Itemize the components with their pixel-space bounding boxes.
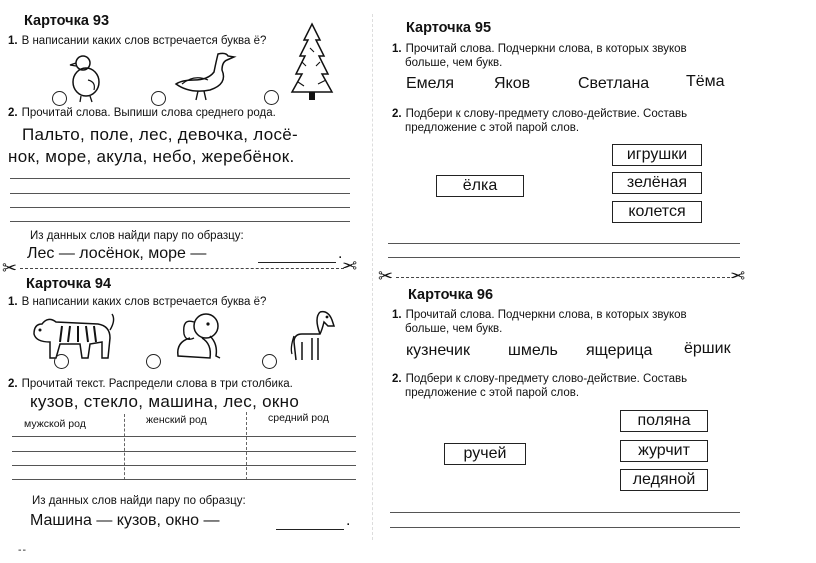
column-divider [124,414,125,480]
column-header-feminine: женский род [146,414,207,426]
elephant-picture [170,312,228,362]
option-box[interactable]: колется [612,201,702,223]
task-number: 2. [8,107,18,119]
card94-pair-prompt: Из данных слов найди пару по образцу: [32,495,246,507]
writing-line[interactable] [10,207,350,208]
card95-task1-cont: больше, чем букв. [405,57,503,69]
card96-task2-cont: предложение с этой парой слов. [405,387,580,399]
task-number: 1. [8,296,18,308]
writing-line[interactable] [12,436,356,437]
answer-circle[interactable] [146,354,161,369]
option-box[interactable]: поляна [620,410,708,432]
writing-line[interactable] [388,243,740,244]
option-box[interactable]: зелёная [612,172,702,194]
cut-line [20,268,344,269]
name-word: Светлана [578,75,650,92]
writing-line[interactable] [10,221,350,222]
answer-circle[interactable] [52,91,67,106]
task-text: В написании каких слов встречается буква ё? [21,296,267,308]
scissors-icon: ✂ [378,266,394,286]
option-box[interactable]: журчит [620,440,708,462]
option-box[interactable]: ледяной [620,469,708,491]
word-item: кузнечик [406,342,470,359]
writing-line[interactable] [10,193,350,194]
writing-line[interactable] [12,479,356,480]
tiger-picture [28,312,114,360]
task-number: 1. [8,35,18,47]
answer-blank[interactable] [276,529,344,530]
fir-tree-picture [290,22,334,102]
column-divider [246,412,247,480]
name-word: Тёма [686,73,725,90]
scissors-icon: ✂ [730,266,746,286]
writing-line[interactable] [390,512,740,513]
task-text: Прочитай слова. Подчеркни слова, в которых звуков [405,43,687,55]
task-number: 1. [392,309,402,321]
card94-task2 [8,377,293,391]
card94-task1 [8,295,266,309]
goose-picture [168,50,234,100]
card93-pair-prompt: Из данных слов найди пару по образцу: [30,230,244,242]
page-mark: -- [18,544,27,556]
noun-box[interactable]: ручей [444,443,526,465]
task-number: 2. [392,108,402,120]
name-word: Яков [494,75,531,92]
card94-words: кузов, стекло, машина, лес, окно [30,392,300,411]
card93-words-line1: Пальто, поле, лес, девочка, лосё- [22,125,298,144]
cut-line [396,277,730,278]
writing-line[interactable] [12,465,356,466]
card93-title: Карточка 93 [24,13,110,29]
card93-words-line2: нок, море, акула, небо, жеребёнок. [8,147,295,166]
card94-pair-example: Машина — кузов, окно — [30,512,220,529]
card93-task1 [8,34,266,48]
task-text: Прочитай текст. Распредели слова в три столбика. [21,378,293,390]
task-number: 2. [8,378,18,390]
scissors-icon: ✂ [342,256,358,276]
option-box[interactable]: игрушки [612,144,702,166]
card96-task1-cont: больше, чем букв. [405,323,503,335]
pair-end: . [338,245,343,262]
card95-task1 [392,42,687,56]
task-text: Подбери к слову-предмету слово-действие. Составь [405,373,688,385]
task-text: Подбери к слову-предмету слово-действие. Составь [405,108,688,120]
name-word: Емеля [406,75,455,92]
pair-end: . [346,512,351,529]
answer-blank[interactable] [258,262,336,263]
task-number: 1. [392,43,402,55]
writing-line[interactable] [388,257,740,258]
chick-picture [66,52,106,102]
column-header-masculine: мужской род [24,418,86,430]
task-text: Прочитай слова. Выпиши слова среднего рода. [21,107,276,119]
writing-line[interactable] [12,451,356,452]
noun-box[interactable]: ёлка [436,175,524,197]
writing-line[interactable] [10,178,350,179]
horse-picture [290,308,340,364]
card95-title: Карточка 95 [406,20,492,36]
card96-task2 [392,372,687,386]
answer-circle[interactable] [262,354,277,369]
answer-circle[interactable] [264,90,279,105]
word-item: ящерица [586,342,653,359]
page-divider [372,14,373,540]
task-text: Прочитай слова. Подчеркни слова, в которых звуков [405,309,687,321]
word-item: ёршик [684,340,731,357]
task-text: В написании каких слов встречается буква ё? [21,35,267,47]
answer-circle[interactable] [151,91,166,106]
task-number: 2. [392,373,402,385]
card94-title: Карточка 94 [26,276,112,292]
card96-task1 [392,308,687,322]
card96-title: Карточка 96 [408,287,494,303]
card93-task2 [8,106,276,120]
answer-circle[interactable] [54,354,69,369]
scissors-icon: ✂ [2,258,18,278]
column-header-neuter: средний род [268,412,329,424]
word-item: шмель [508,342,558,359]
writing-line[interactable] [390,527,740,528]
card95-task2-cont: предложение с этой парой слов. [405,122,580,134]
card95-task2 [392,107,687,121]
card93-pair-example: Лес — лосёнок, море — [27,245,207,262]
